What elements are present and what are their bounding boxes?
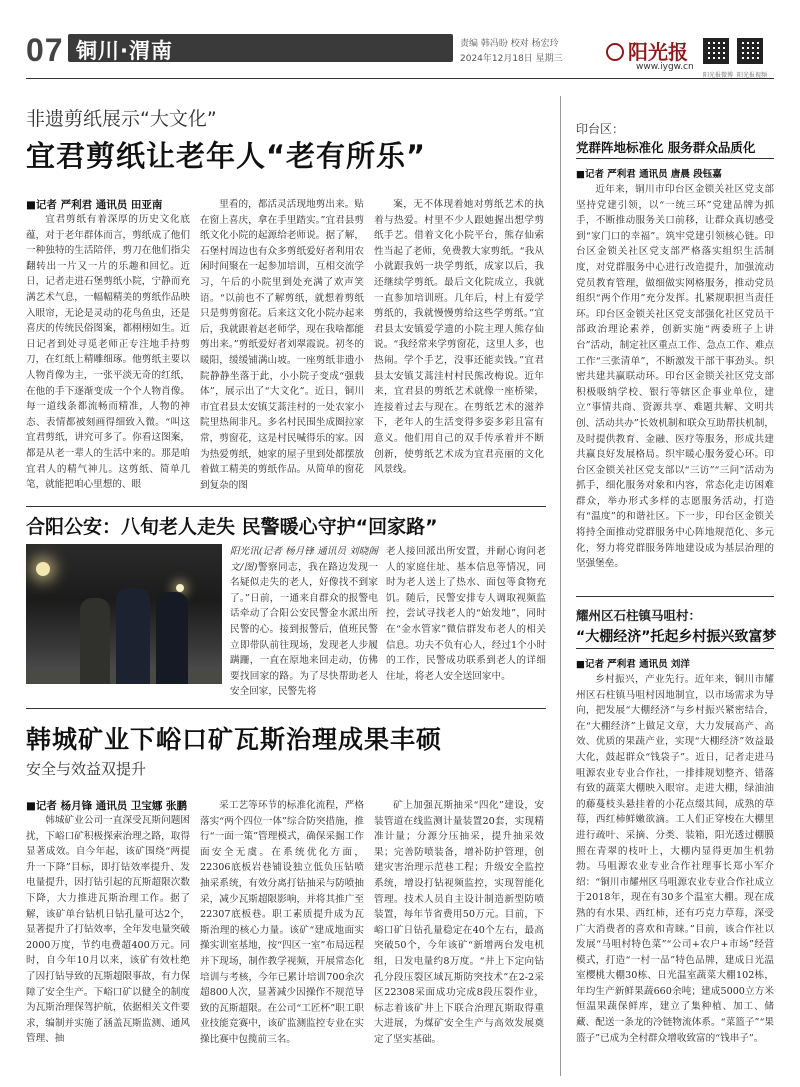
article2-top-divider [26, 506, 546, 507]
article1-column-3: 案，无不体现着她对剪纸艺术的执着与热爱。村里不少人跟她握出想学剪纸手艺。借着文化小院平台，熊存仙索性当起了老师，免费教大家剪纸。“我从小就跟我妈一块学剪纸，成家以后，我还继续学剪纸。最后文化院成立，我就一直参加培训班。几年后，村上有爱学剪纸的，我就慢慢剪给这些学剪纸。”宜君县太安镇爱学遗的小院主理人熊存仙说。“我经常来学剪窗花，这里人多，也热闹。学个手艺，没事还能卖钱。”宜君县太安镇艾蒿洼村村民熊改梅说。近年来，宜君县的剪纸艺术就像一座桥梁，连接着过去与现在。在剪纸艺术的滋养下，老年人的生活变得多姿多彩且富有意义。他们用自己的双手传承着并不断创新，使剪纸艺术成为宜君亮丽的文化风景线。 [374, 199, 544, 476]
article3-top-divider [26, 708, 546, 709]
article1-kicker: 非遗剪纸展示“大文化” [26, 108, 217, 130]
article2-byline: 阳光讯(记者 杨月锋 通讯员 刘晓阁文/图) [230, 546, 378, 573]
sun-logo-icon [606, 43, 624, 61]
sidebar1-headline: 党群阵地标准化 服务群众品质化 [576, 140, 756, 155]
article2-lead: 警察同志，我在路边发现一名疑似走失的老人，好像找不到家了。”日前，一通来自群众的报警电话牵动了合阳公安民警金水派出所民警的心。接到报警后，值班民警立即带队前往现场，发现老人步履蹒跚，一直在原地来回走动，仿佛要找回家的路。为了尽快帮助老人安全回家，民警先将 [230, 561, 379, 698]
article3-headline: 韩城矿业下峪口矿瓦斯治理成果丰硕 [26, 725, 443, 754]
article3-column-3: 矿上加强瓦斯抽采“四化”建设，安装管道在线监测计量装置20套，实现精准计量；分源分压抽采，提升抽采效果；完善防喷装备，增补防护管理，创建灾害治理示范巷工程；升级安全监控系统，增设打钻视频监控，实现智能化管理。技术人员自主设计制造新型防喷装置，每年节省费用50万元。目前，下峪口矿日钻孔量稳定在40个左右，最高突破50个，今年该矿“新增两台发电机组，日发电量约8万度。“井上下定向钻孔分段压裂区域瓦斯防突技术”在2-2采区22308采面成功完成8段压裂作业，标志着该矿井上下联合治理瓦斯取得重大进展，为煤矿安全生产与高效发展奠定了坚实基础。 [374, 800, 544, 1045]
article2-photo [26, 544, 222, 684]
column-divider [560, 96, 561, 1076]
section-bar [68, 34, 453, 62]
police-officer-figure [116, 588, 150, 684]
section-title: 铜川·渭南 [76, 39, 173, 63]
sidebar2-headline: “大棚经济”托起乡村振兴致富梦 [576, 629, 777, 645]
newspaper-logo [606, 36, 688, 65]
sidebar1-body: 近年来，铜川市印台区金锁关社区党支部坚持党建引领，以“一统三环”党建品牌为抓手，不断推动服务关口前移，让群众真切感受到“家门口的幸福”。筑牢党建引领核心链。印台区金锁关社区党支部严格落实组织生活制度，对党群服务中心进行改造提升，加强流动党员教育管理，做细做实网格服务，推动党员组织“两个作用”充分发挥。扎紧规职担当责任环。印台区金锁关社区党支部强化社区党员干部政治理论素养，创新实施“两委班子上讲台”活动，制定社区重点工作、急点工作、难点工作“三张清单”，不断激发干部干事劲头。织密共建共赢联动环。印台区金锁关社区党支部积极吸纳学校、银行等辖区企事业单位，建立“事情共商、资源共享、难题共解、文明共创、活动共办”长效机制和联众互助帮扶机制，及时提供教育、金融、医疗等服务，形成共建共赢良好发展格局。织牢暖心服务爱心环。印台区金锁关社区党支部以“三访”“三问”活动为抓手，细化服务对象和内容，常态化走访困难群众，举办形式多样的志愿服务活动，打造有“温度”的和谐社区。下一步，印台区金锁关将持全面推动党群服务中心阵地规范化、多元化，努力将党群服务阵地建设成为基层治理的坚强堡垒。 [576, 184, 774, 570]
article1-headline: 宜君剪纸让老年人“老有所乐” [26, 139, 427, 173]
sidebar2-top-divider [576, 596, 774, 597]
article3-subheadline: 安全与效益双提升 [26, 760, 147, 778]
article3-byline: ■记者 杨月锋 通讯员 卫宝娜 张鹏 [26, 800, 188, 812]
street-light-icon [176, 584, 184, 592]
logo-text: 阳光报 [628, 40, 688, 64]
article3-column-1: 韩城矿业公司一直深受瓦斯问题困扰，下峪口矿积极探索治理之路，取得显著成效。自今年起，该矿围绕“两提升一下降”目标，即打钻效率提升、发电量提升，因打钻引起的瓦斯超限次数下降，大力推进瓦斯治理工作。据了解，该矿单台钻机日钻孔量可达2个，显著提升了打钻效率，全年发电量突破2000万度，节约电费超400万元。同时，自今年10月以来，该矿有效杜绝了因打钻导致的瓦斯超限事故，有力保障了安全生产。下峪口矿以健全的制度为瓦斯治理保驾护航，依据相关文件要求，编制并实施了涵盖瓦斯监测、通风管理、抽 [26, 815, 190, 1045]
qr-code-icon [703, 38, 729, 64]
qr-caption: 阳光报视频 [737, 72, 768, 79]
article1-column-2: 里看的，都活灵活现地剪出来。贴在窗上喜庆，拿在手里踏实。”宜君县剪纸文化小院的起源给老师说。据了解，石堡村周边也有众多剪纸爱好者利用农闲时间聚在一起参加培训，互相交流学习，午后的小院里到处充满了欢声笑语。“以前也不了解剪纸，就想着剪纸只是剪剪窗花。后来这文化小院办起来后，我就跟着赵老师学，现在我啥都能剪出来。”剪纸爱好者刘翠霞说。初冬的暖阳，缓缓铺满山坡。一座剪纸非遗小院静静坐落于此，小小院子变成“强载体”，展示出了“大文化”。近日，铜川市宜君县太安镇艾蒿洼村的一处农家小院里热闹非凡。多名村民围坐成圈拉家常，剪窗花，这是村民喊得乐的家。因为热爱剪纸，她家的屋子里到处都摆放着做工精美的剪纸作品。从简单的窗花到复杂的图 [200, 199, 364, 491]
article1-column-1: 宜君剪纸有着深厚的历史文化底蕴，对于老年群体而言，剪纸成了他们一种独特的生活陪伴，剪刀在他们指尖翻转出一片又一片的乐趣和回忆。近日，记者走进石堡剪纸小院，宁静而充满艺术气息，一幅幅精美的剪纸作品映入眼帘，无论是灵动的花鸟鱼虫，还是喜庆的传统民俗图案，都栩栩如生。近日记者到处寻觅老师正专注地手持剪刀，在红纸上精雕细琢。他剪纸主要以人物肖像为主，一张平淡无奇的红纸，在他的手下逐渐变成一个个人物肖像。每一道线条都流畅而精准，人物的神态、表情都被刻画得细致入微。“叫这宜君剪纸，讲究可多了。你看这图案，都是从老一辈人的生活中来的。那是咱宜君人的精气神儿。这剪纸、简单几笔，就能把咱心里想的、眼 [26, 214, 190, 491]
sidebar1-divider [576, 158, 774, 159]
masthead-divider [26, 78, 774, 79]
sidebar2-kicker: 耀州区石柱镇马咀村： [576, 608, 702, 623]
sidebar1-kicker: 印台区： [576, 122, 625, 136]
article2-headline: 合阳公安：八旬老人走失 民警暖心守护“回家路” [26, 516, 438, 538]
sidebar1-byline: ■记者 严利君 通讯员 唐晨 段钰嘉 [576, 169, 722, 180]
article2-column-1 [230, 544, 379, 698]
page-number: 07 [26, 32, 64, 68]
editors-credit: 责编 韩冯盼 校对 杨宏玲 [460, 39, 559, 49]
article3-column-2: 采工艺等环节的标准化流程，严格落实“两个四位一体”综合防突措施，推行“一面一策”管理模式，确保采掘工作面安全无虞。在系统优化方面，22306底板岩巷铺设独立低负压钻喷抽采系统，有效分离打钻抽采与防喷抽采，减少瓦斯超限影响，并将其推广至22307底板巷。职工素质提升成为瓦斯治理的核心力量。该矿“建成地面实操实训室基地，按“四区一室”布局远程并下现场，制作教学视频，开展常态化培训与考核，今年已累计培训700余次超800人次，显著减少因操作不规范导致的瓦斯超限。在公司“工匠杯”职工职业技能竞赛中，该矿监测监控专业在实操比赛中包揽前三名。 [200, 800, 364, 1045]
elderly-person-figure [80, 598, 110, 684]
sidebar2-divider [576, 648, 774, 649]
masthead [0, 0, 800, 86]
article1-byline: ■记者 严利君 通讯员 田亚南 [26, 199, 163, 211]
article2-column-2: 老人接回派出所安置，并耐心询问老人的家庭住址、基本信息等情况，同时为老人送上了热水、面包等食物充饥。随后，民警安排专人调取视频监控，尝试寻找老人的“始发地”，同时在“金水管家”微信群发布老人的相关信息。功夫不负有心人，经过1个小时的工作，民警成功联系到老人的详细住址，将老人安全送回家中。 [386, 546, 546, 682]
site-url[interactable]: www.iygw.cn [636, 62, 694, 72]
sidebar2-byline: ■记者 严利君 通讯员 刘洋 [576, 659, 690, 670]
qr-caption: 阳光报微博 [703, 72, 734, 79]
qr-code-icon [737, 38, 763, 64]
police-officer-figure [156, 592, 188, 684]
sidebar2-body: 乡村振兴，产业先行。近年来，铜川市耀州区石柱镇马咀村因地制宜，以市场需求为导向，把发展“大棚经济”与乡村振兴紧密结合，在“大棚经济”上做足文章，大力发展高产、高效、优质的果蔬产业，实现“大棚经济”效益最大化，鼓起群众“钱袋子”。近日，记者走进马咀源农业专业合作社，一排排规划整齐、错落有致的蔬菜大棚映入眼帘。走进大棚，绿油油的藤蔓枝头悬挂着的小花点缀其间，成熟的草莓，西红柿鲜嫩欲滴。工人们正穿梭在大棚里进行疏叶、采摘、分类、装箱，阳光透过棚膜照在青翠的枝叶上，大棚内显得更加生机勃勃。马咀源农业专业合作社理事长郑小军介绍：“铜川市耀州区马咀源农业专业合作社成立于2018年，现在有30多个温室大棚。现在成熟的有水果、西红柿，还有巧克力草莓，深受广大消费者的喜欢和青睐。”目前，该合作社以发展“马咀村特色菜”“公司+农户+市场”经营模式，打造“一村一品”特色品牌，建成日光温室樱桃大棚30栋、日光温室蔬菜大棚102栋，年均生产新鲜果蔬660余吨；建成5000立方米恒温果蔬保鲜库，建立了集种植、加工、储藏、配送一条龙的冷链物流体系。“菜篮子”“果篮子”已成为全村群众增收致富的“钱串子”。 [576, 674, 774, 1044]
street-light-icon [36, 562, 50, 576]
edition-date: 2024年12月18日 星期三 [460, 54, 563, 64]
